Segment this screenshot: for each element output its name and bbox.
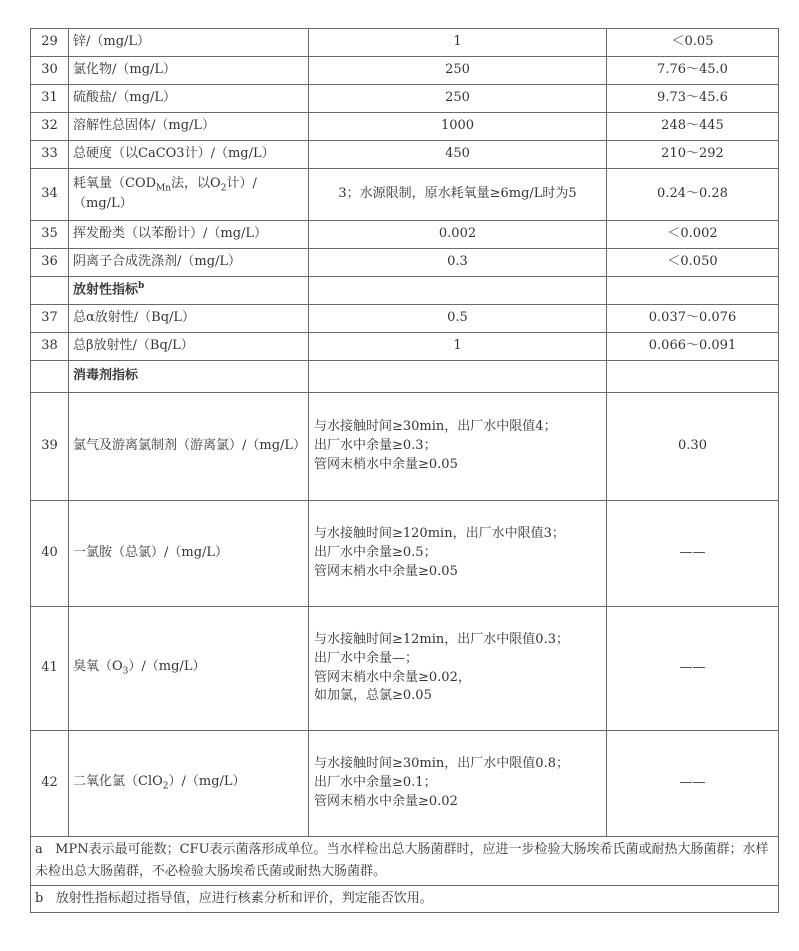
measured-value: 7.76～45.0 <box>607 57 779 85</box>
measured-value: ＜0.05 <box>607 29 779 57</box>
row-number: 33 <box>31 141 69 169</box>
section-title: 消毒剂指标 <box>69 361 309 393</box>
measured-value: 9.73～45.6 <box>607 85 779 113</box>
indicator-name: 硫酸盐/（mg/L） <box>69 85 309 113</box>
limit-value: 450 <box>309 141 607 169</box>
row-number: 38 <box>31 333 69 361</box>
footnote-label: b <box>35 891 44 907</box>
indicator-name: 一氯胺（总氯）/（mg/L） <box>69 501 309 607</box>
indicator-name: 挥发酚类（以苯酚计）/（mg/L） <box>69 221 309 249</box>
measured-value: 0.037～0.076 <box>607 305 779 333</box>
indicator-name: 溶解性总固体/（mg/L） <box>69 113 309 141</box>
row-number: 32 <box>31 113 69 141</box>
row-number: 30 <box>31 57 69 85</box>
indicator-name: 耗氧量（$COD_{Mn}$法，以$O_2$计）/（mg/L） <box>69 169 309 221</box>
measured-value: ＜0.050 <box>607 249 779 277</box>
table-row <box>31 169 779 221</box>
row-number: 29 <box>31 29 69 57</box>
section-title: 放射性指标$^b$ <box>69 277 309 305</box>
footnote-a-row <box>31 837 779 886</box>
measured-value: ＜0.002 <box>607 221 779 249</box>
row-number: 40 <box>31 501 69 607</box>
limit-value: 1000 <box>309 113 607 141</box>
indicator-name: 总α放射性/（Bq/L） <box>69 305 309 333</box>
measured-value: 0.24～0.28 <box>607 169 779 221</box>
footnote-a <box>31 837 779 886</box>
measured-value: —— <box>607 731 779 837</box>
table-row <box>31 731 779 837</box>
water-quality-table <box>30 28 779 913</box>
indicator-name: 阴离子合成洗涤剂/（mg/L） <box>69 249 309 277</box>
limit-value: 0.002 <box>309 221 607 249</box>
table-row <box>31 113 779 141</box>
measured-value: —— <box>607 607 779 731</box>
row-number: 35 <box>31 221 69 249</box>
measured-value: 0.30 <box>607 393 779 501</box>
indicator-name: 氯化物/（mg/L） <box>69 57 309 85</box>
table-row <box>31 333 779 361</box>
section-header-radioactivity <box>31 277 779 305</box>
row-number: 42 <box>31 731 69 837</box>
table-row <box>31 249 779 277</box>
row-number: 36 <box>31 249 69 277</box>
footnote-text: 放射性指标超过指导值，应进行核素分析和评价，判定能否饮用。 <box>55 891 433 907</box>
table-row <box>31 393 779 501</box>
limit-value: 3；水源限制，原水耗氧量≥6mg/L时为5 <box>309 169 607 221</box>
section-header-disinfectant <box>31 361 779 393</box>
indicator-name: 臭氧$(O_3)/(mg/L)$ <box>69 607 309 731</box>
limit-value: 0.3 <box>309 249 607 277</box>
limit-value: 与水接触时间≥12min，出厂水中限值0.3； 出厂水中余量—； 管网末梢水中余量≥0.02， 如加氯，总氯≥0.05 <box>309 607 607 731</box>
table-row <box>31 57 779 85</box>
footnote-label: a <box>35 842 43 857</box>
table-row <box>31 607 779 731</box>
limit-value: 1 <box>309 29 607 57</box>
table-row <box>31 29 779 57</box>
footnote-b <box>31 886 779 913</box>
measured-value: 0.066～0.091 <box>607 333 779 361</box>
measured-value: 210～292 <box>607 141 779 169</box>
row-number: 37 <box>31 305 69 333</box>
measured-value: 248～445 <box>607 113 779 141</box>
measured-value: —— <box>607 501 779 607</box>
limit-value: 1 <box>309 333 607 361</box>
limit-value: 与水接触时间≥30min，出厂水中限值4； 出厂水中余量≥0.3； 管网末梢水中余量≥0.05 <box>309 393 607 501</box>
row-number: 34 <box>31 169 69 221</box>
table-row <box>31 501 779 607</box>
row-number: 41 <box>31 607 69 731</box>
limit-value: 与水接触时间≥120min，出厂水中限值3； 出厂水中余量≥0.5； 管网末梢水中余量≥0.05 <box>309 501 607 607</box>
table-row <box>31 85 779 113</box>
footnote-b-row <box>31 886 779 913</box>
row-number: 39 <box>31 393 69 501</box>
row-number: 31 <box>31 85 69 113</box>
indicator-name: 总硬度（以CaCO3计）/（mg/L） <box>69 141 309 169</box>
limit-value: 与水接触时间≥30min，出厂水中限值0.8； 出厂水中余量≥0.1； 管网末梢水中余量≥0.02 <box>309 731 607 837</box>
table-row <box>31 141 779 169</box>
limit-value: 250 <box>309 85 607 113</box>
table-row <box>31 221 779 249</box>
table-row <box>31 305 779 333</box>
indicator-name: 二氧化氯（ClO$_2$）/（mg/L） <box>69 731 309 837</box>
footnote-text: MPN表示最可能数；CFU表示菌落形成单位。当水样检出总大肠菌群时，应进一步检验大肠埃希氏菌或耐热大肠菌群；水样未检出总大肠菌群，不必检验大肠埃希氏菌或耐热大肠菌群。 <box>35 842 769 880</box>
indicator-name: 氯气及游离氯制剂（游离氯）/（mg/L） <box>69 393 309 501</box>
limit-value: 250 <box>309 57 607 85</box>
limit-value: 0.5 <box>309 305 607 333</box>
indicator-name: 总β放射性/（Bq/L） <box>69 333 309 361</box>
indicator-name: 锌/（mg/L） <box>69 29 309 57</box>
